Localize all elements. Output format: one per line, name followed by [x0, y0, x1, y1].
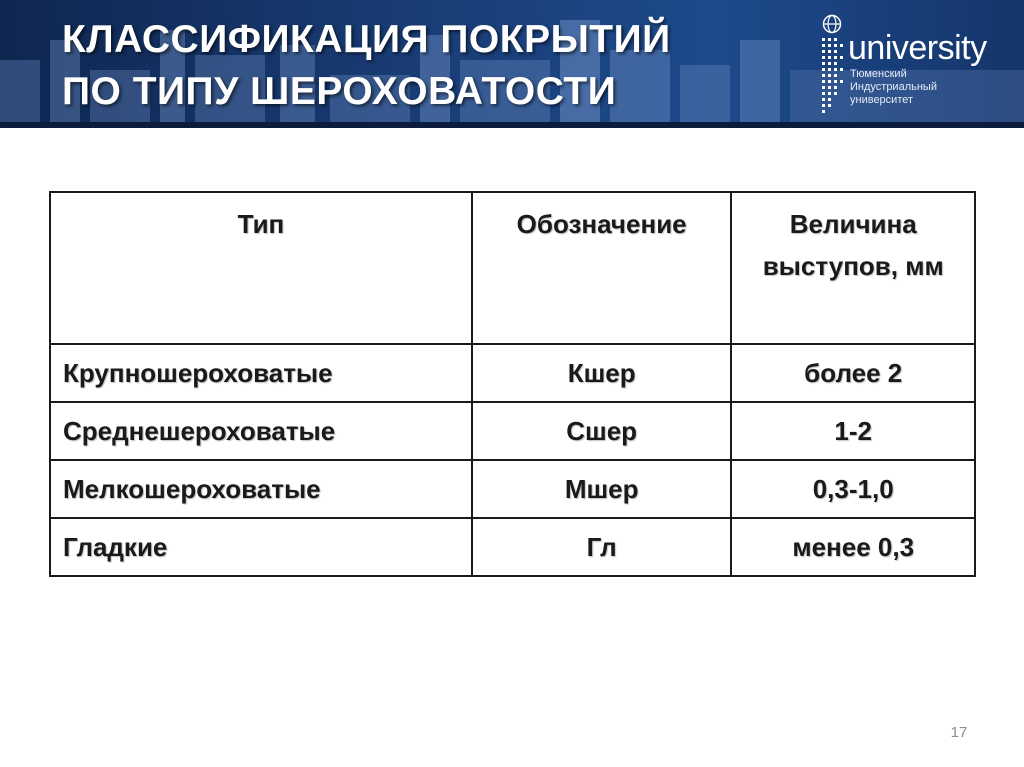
cell-type: Мелкошероховатые	[50, 460, 472, 518]
university-logo	[818, 12, 1008, 116]
header-designation: Обозначение	[472, 192, 731, 344]
page-number: 17	[950, 724, 968, 741]
header-bottom-border	[0, 122, 1024, 128]
table-row	[50, 402, 975, 460]
cell-protrusion-size: 1-2	[731, 402, 975, 460]
slide-title-line-2: ПО ТИПУ ШЕРОХОВАТОСТИ	[62, 70, 617, 113]
logo-subtitle-line-3: университет	[850, 94, 914, 106]
table-header-row	[50, 192, 975, 344]
cell-designation: Сшер	[472, 402, 731, 460]
cell-protrusion-size: менее 0,3	[731, 518, 975, 576]
header-type: Тип	[50, 192, 472, 344]
dot-grid-icon	[822, 38, 844, 116]
cell-type: Среднешероховатые	[50, 402, 472, 460]
logo-subtitle-line-2: Индустриальный	[850, 81, 937, 93]
slide-title	[62, 14, 782, 118]
cell-protrusion-size: 0,3-1,0	[731, 460, 975, 518]
cell-designation: Мшер	[472, 460, 731, 518]
cell-designation: Кшер	[472, 344, 731, 402]
globe-icon	[822, 14, 842, 34]
slide-header	[0, 0, 1024, 128]
header-protrusion-size: Величина выступов, мм	[731, 192, 975, 344]
logo-wordmark: university	[848, 29, 987, 67]
table-row	[50, 518, 975, 576]
table-row	[50, 344, 975, 402]
cell-designation: Гл	[472, 518, 731, 576]
slide-title-line-1: КЛАССИФИКАЦИЯ ПОКРЫТИЙ	[62, 18, 671, 61]
roughness-table	[49, 191, 976, 577]
logo-subtitle	[850, 68, 937, 107]
table-row	[50, 460, 975, 518]
logo-subtitle-line-1: Тюменский	[850, 68, 907, 80]
cell-protrusion-size: более 2	[731, 344, 975, 402]
cell-type: Гладкие	[50, 518, 472, 576]
cell-type: Крупношероховатые	[50, 344, 472, 402]
